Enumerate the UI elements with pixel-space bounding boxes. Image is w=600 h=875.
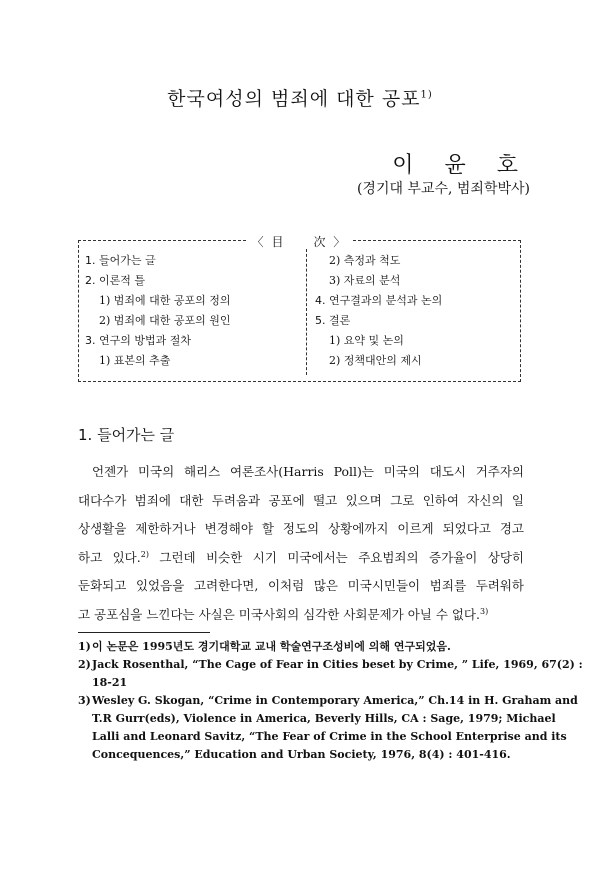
table-of-contents bbox=[78, 235, 521, 382]
body-line-text: 언젠가 미국의 해리스 여론조사(Harris Poll)는 미국의 대도시 거주자의 bbox=[92, 464, 524, 479]
footnote-line: Concequences,” Education and Urban Society, 1976, 8(4) : 401-416. bbox=[92, 748, 511, 761]
body-line-text: 상생활을 제한하거나 변경해야 할 정도의 상황에까지 이르게 되었다고 경고 bbox=[78, 521, 524, 536]
body-line bbox=[78, 601, 524, 630]
toc-item: 3. 연구의 방법과 절차 bbox=[85, 334, 191, 347]
footnote-line: Jack Rosenthal, “The Cage of Fear in Cities beset by Crime, ” Life, 1969, 67(2) : bbox=[92, 658, 583, 671]
toc-item: 2. 이론적 틀 bbox=[85, 274, 145, 287]
author-name: 이 윤 호 bbox=[392, 153, 530, 178]
footnote-line: Wesley G. Skogan, “Crime in Contemporary America,” Ch.14 in H. Graham and bbox=[92, 694, 578, 707]
body-line bbox=[78, 572, 524, 601]
section-heading: 1. 들어가는 글 bbox=[78, 426, 175, 444]
body-line bbox=[78, 544, 524, 573]
paper-title bbox=[0, 84, 600, 111]
footnotes bbox=[78, 638, 583, 764]
toc-left-column bbox=[85, 251, 231, 371]
body-line-text: 그런데 비슷한 시기 미국에서는 주요범죄의 증가율이 상당히 bbox=[148, 549, 524, 565]
footnote-line: Lalli and Leonard Savitz, “The Fear of Crime in the School Enterprise and its bbox=[92, 730, 567, 743]
title-footnote-mark: 1) bbox=[420, 89, 433, 101]
footnote-ref: 3) bbox=[480, 606, 489, 616]
body-line-text: 하고 있다. bbox=[78, 549, 141, 565]
author-affiliation: (경기대 부교수, 범죄학박사) bbox=[356, 181, 530, 197]
footnote-line: T.R Gurr(eds), Violence in America, Beverly Hills, CA : Sage, 1979; Michael bbox=[92, 712, 556, 725]
toc-heading: 〈 目 次 〉 bbox=[246, 235, 354, 249]
toc-item: 1) 요약 및 논의 bbox=[329, 334, 404, 347]
footnote-number: 3) bbox=[78, 694, 91, 707]
body-line-text: 고 공포심을 느낀다는 사실은 미국사회의 심각한 사회문제가 아닐 수 없다. bbox=[78, 606, 480, 622]
toc-divider bbox=[306, 249, 307, 375]
footnote bbox=[78, 638, 528, 656]
footnote-number: 2) bbox=[78, 658, 91, 671]
body-line-text: 대다수가 범죄에 대한 두려움과 공포에 떨고 있으며 그로 인하여 자신의 일 bbox=[78, 492, 524, 508]
body-line-text: 둔화되고 있었음을 고려한다면, 이처럼 많은 미국시민들이 범죄를 두려워하 bbox=[78, 578, 524, 593]
footnote-text bbox=[92, 656, 583, 692]
toc-right-column bbox=[315, 251, 442, 371]
footnote-ref: 2) bbox=[140, 549, 149, 559]
toc-item: 2) 범죄에 대한 공포의 원인 bbox=[99, 314, 231, 327]
toc-item: 2) 측정과 척도 bbox=[329, 254, 401, 267]
body-line bbox=[78, 487, 524, 516]
toc-item: 1) 표본의 추출 bbox=[99, 354, 171, 367]
toc-item: 3) 자료의 분석 bbox=[329, 274, 401, 287]
footnote-text bbox=[92, 638, 528, 656]
footnote bbox=[78, 692, 578, 764]
toc-item: 5. 결론 bbox=[315, 314, 351, 327]
footnote-text bbox=[92, 692, 578, 764]
footnote-rule bbox=[78, 632, 210, 633]
footnote-line: 이 논문은 1995년도 경기대학교 교내 학술연구조성비에 의해 연구되었음. bbox=[92, 640, 451, 653]
body-line bbox=[78, 515, 524, 544]
toc-item: 1) 범죄에 대한 공포의 정의 bbox=[99, 294, 231, 307]
footnote bbox=[78, 656, 583, 692]
toc-item: 2) 정책대안의 제시 bbox=[329, 354, 422, 367]
toc-item: 1. 들어가는 글 bbox=[85, 254, 156, 267]
paper-title-text: 한국여성의 범죄에 대한 공포 bbox=[167, 88, 421, 110]
footnote-line: 18-21 bbox=[92, 676, 128, 689]
footnote-number: 1) bbox=[78, 640, 91, 653]
body-paragraph bbox=[78, 458, 524, 629]
toc-item: 4. 연구결과의 분석과 논의 bbox=[315, 294, 443, 307]
body-line bbox=[78, 458, 524, 487]
